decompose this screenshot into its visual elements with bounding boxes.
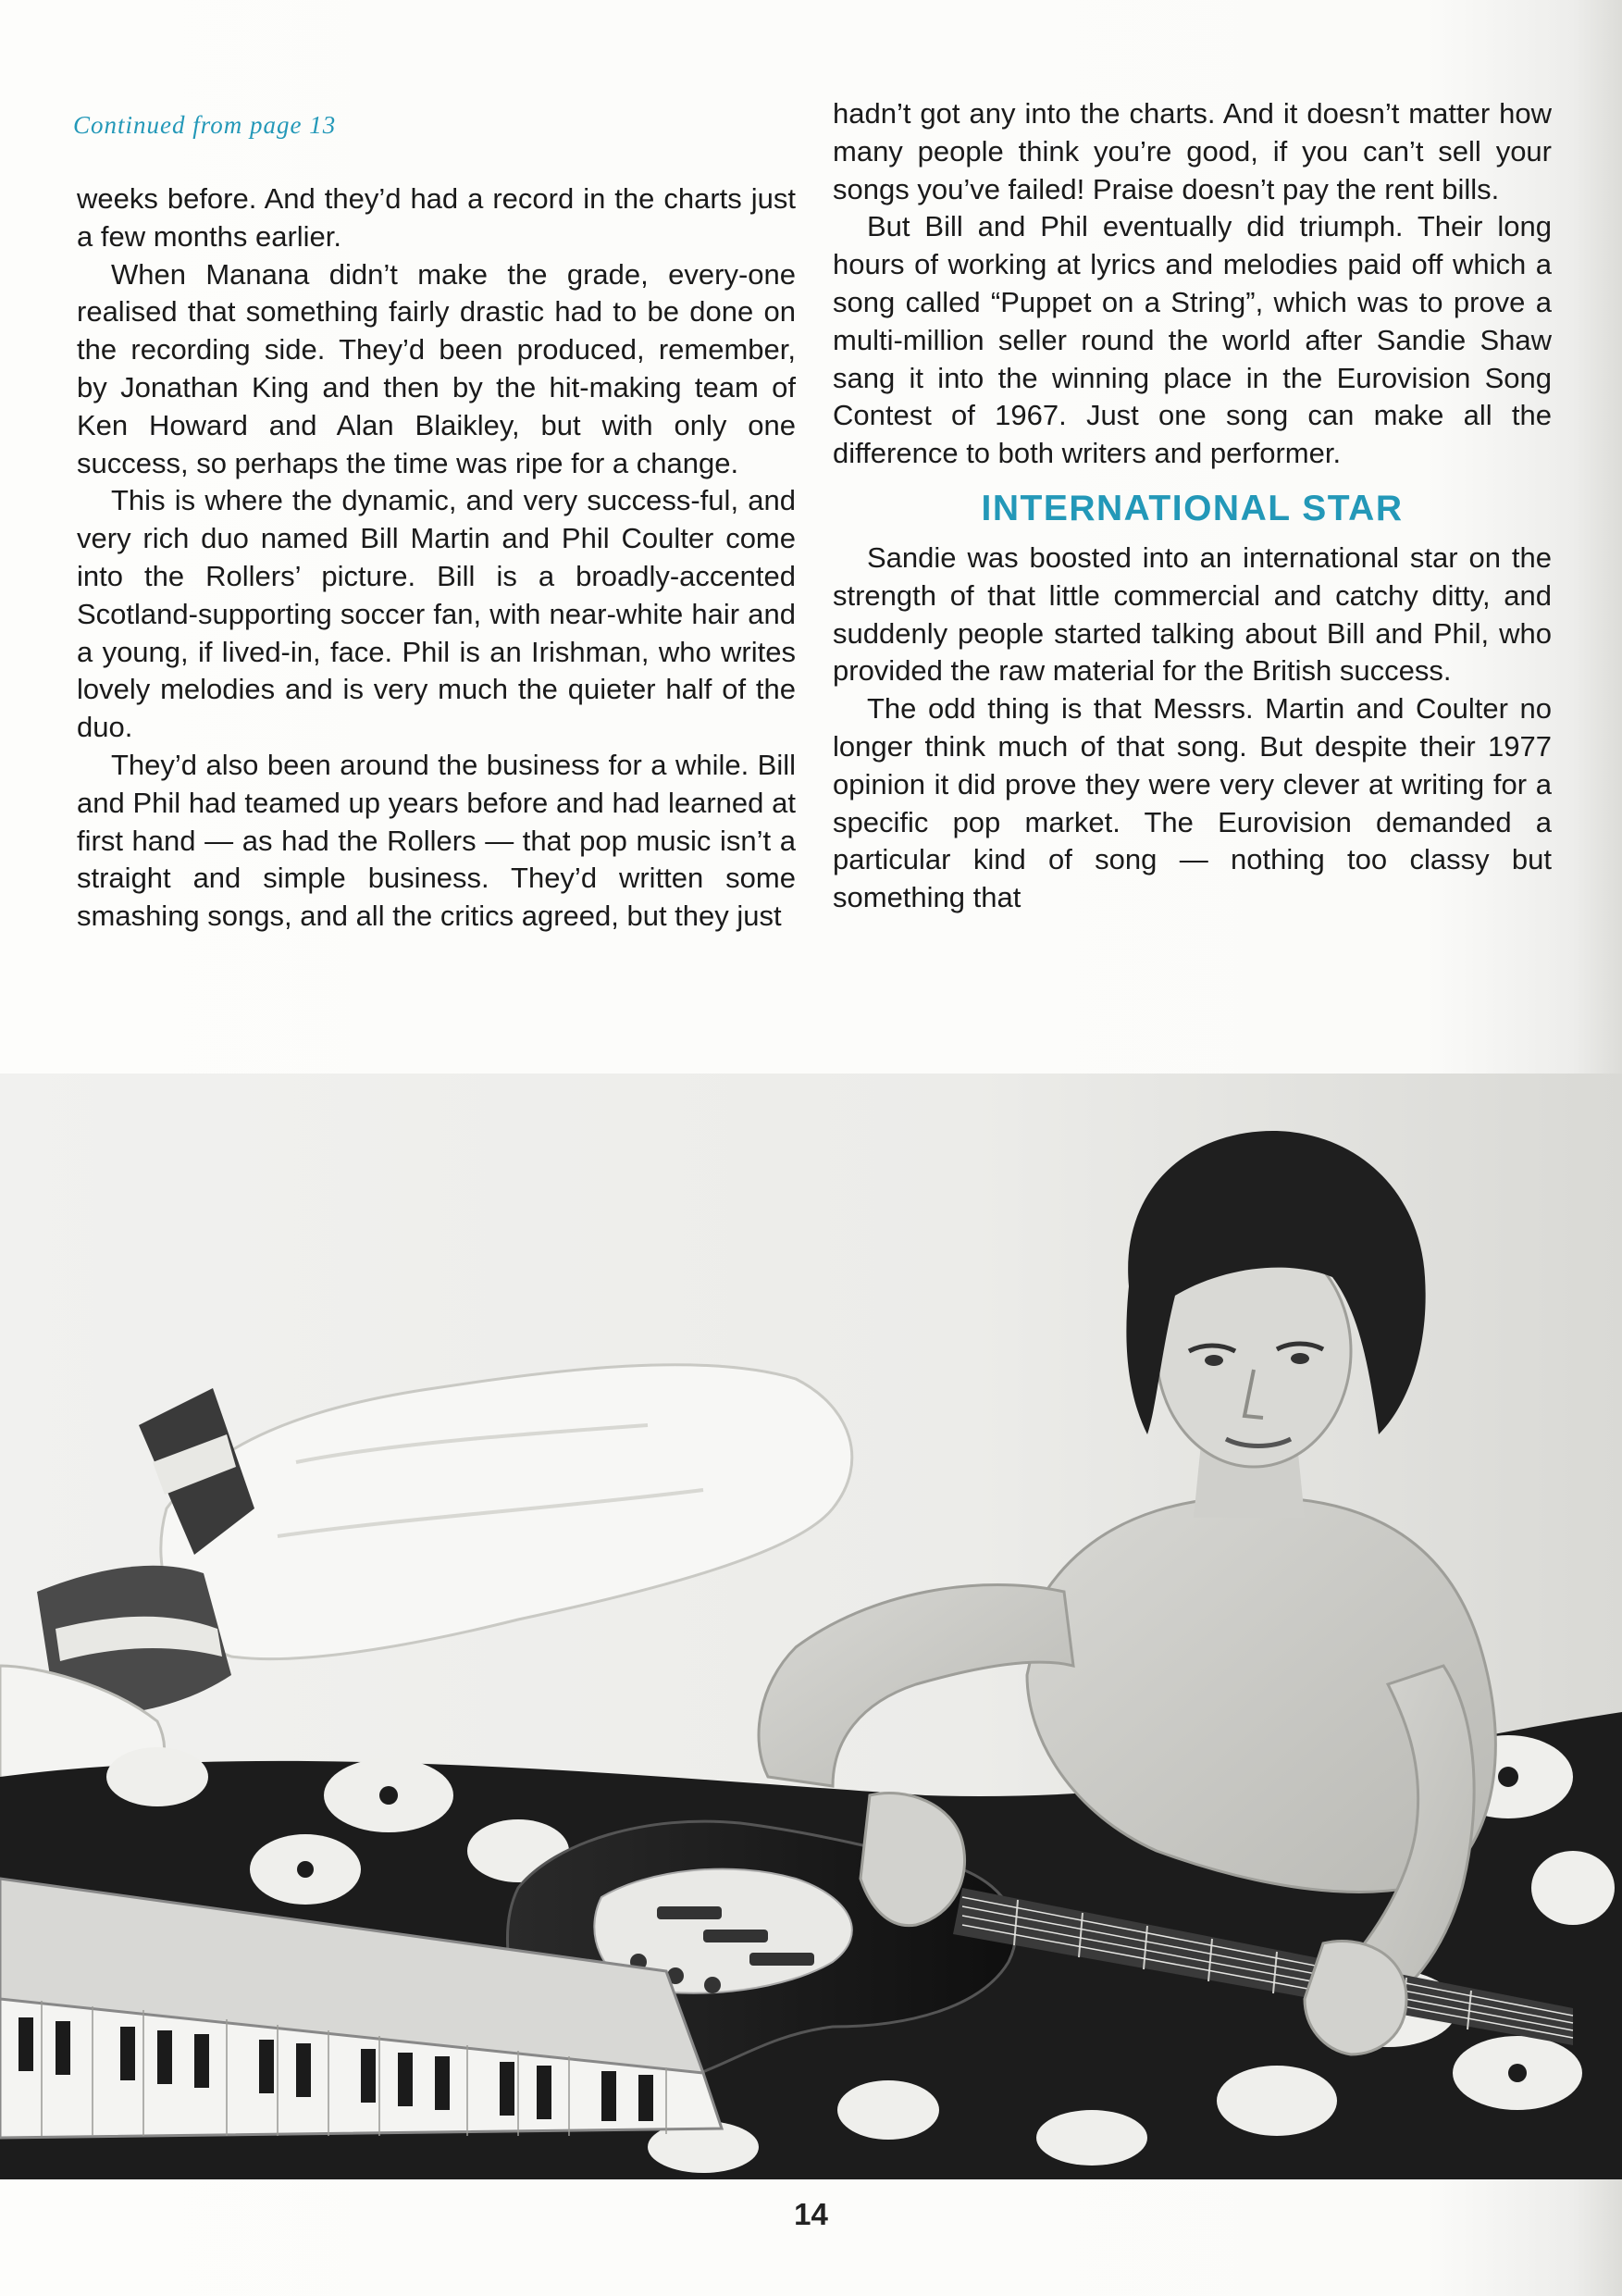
paragraph: They’d also been around the business for a while. Bill and Phil had teamed up years before and had learned at first hand — as had the Rollers — that pop music isn’t a straight and simple business. They’d written some smashing songs, and all the critics agreed, but they just (77, 748, 796, 933)
continued-from-label: Continued from page 13 (73, 111, 337, 139)
page-number: 14 (794, 2197, 828, 2231)
paragraph: Sandie was boosted into an international star on the strength of that little commercial and catchy ditty, and suddenly people started talking about Bill and Phil, who provided the raw material for the British success. (833, 540, 1552, 688)
right-column (833, 95, 1552, 917)
photo-musician-with-guitar (0, 1074, 1622, 2179)
left-column (77, 180, 796, 936)
section-heading: INTERNATIONAL STAR (981, 488, 1404, 528)
paragraph: hadn’t got any into the charts. And it doesn’t matter how many people think you’re good, if you can’t sell your songs you’ve failed! Praise doesn’t pay the rent bills. (833, 97, 1552, 205)
paragraph: The odd thing is that Messrs. Martin and Coulter no longer think much of that song. But despite their 1977 opinion it did prove they were very clever at writing for a specific pop market. The Eurovision demanded a particular kind of song — nothing too classy but something that (833, 692, 1552, 914)
paragraph: But Bill and Phil eventually did triumph. Their long hours of working at lyrics and melodies paid off which a song called “Puppet on a String”, which was to prove a multi-million seller round the world after Sandie Shaw sang it into the winning place in the Eurovision Song Contest of 1967. Just one song can make all the difference to both writers and performer. (833, 210, 1552, 470)
paragraph: When Manana didn’t make the grade, every-one realised that something fairly drastic had to be done on the recording side. They’d been produced, remember, by Jonathan King and then by the hit-making team of Ken Howard and Alan Blaikley, but with only one success, so perhaps the time was ripe for a change. (77, 257, 796, 479)
paragraph: weeks before. And they’d had a record in the charts just a few months earlier. (77, 182, 796, 253)
paragraph: This is where the dynamic, and very success-ful, and very rich duo named Bill Martin and Phil Coulter come into the Rollers’ picture. Bill is a broadly-accented Scotland-supporting soccer fan, with near-white hair and a young, if lived-in, face. Phil is an Irishman, who writes lovely melodies and is very much the quieter half of the duo. (77, 484, 796, 744)
